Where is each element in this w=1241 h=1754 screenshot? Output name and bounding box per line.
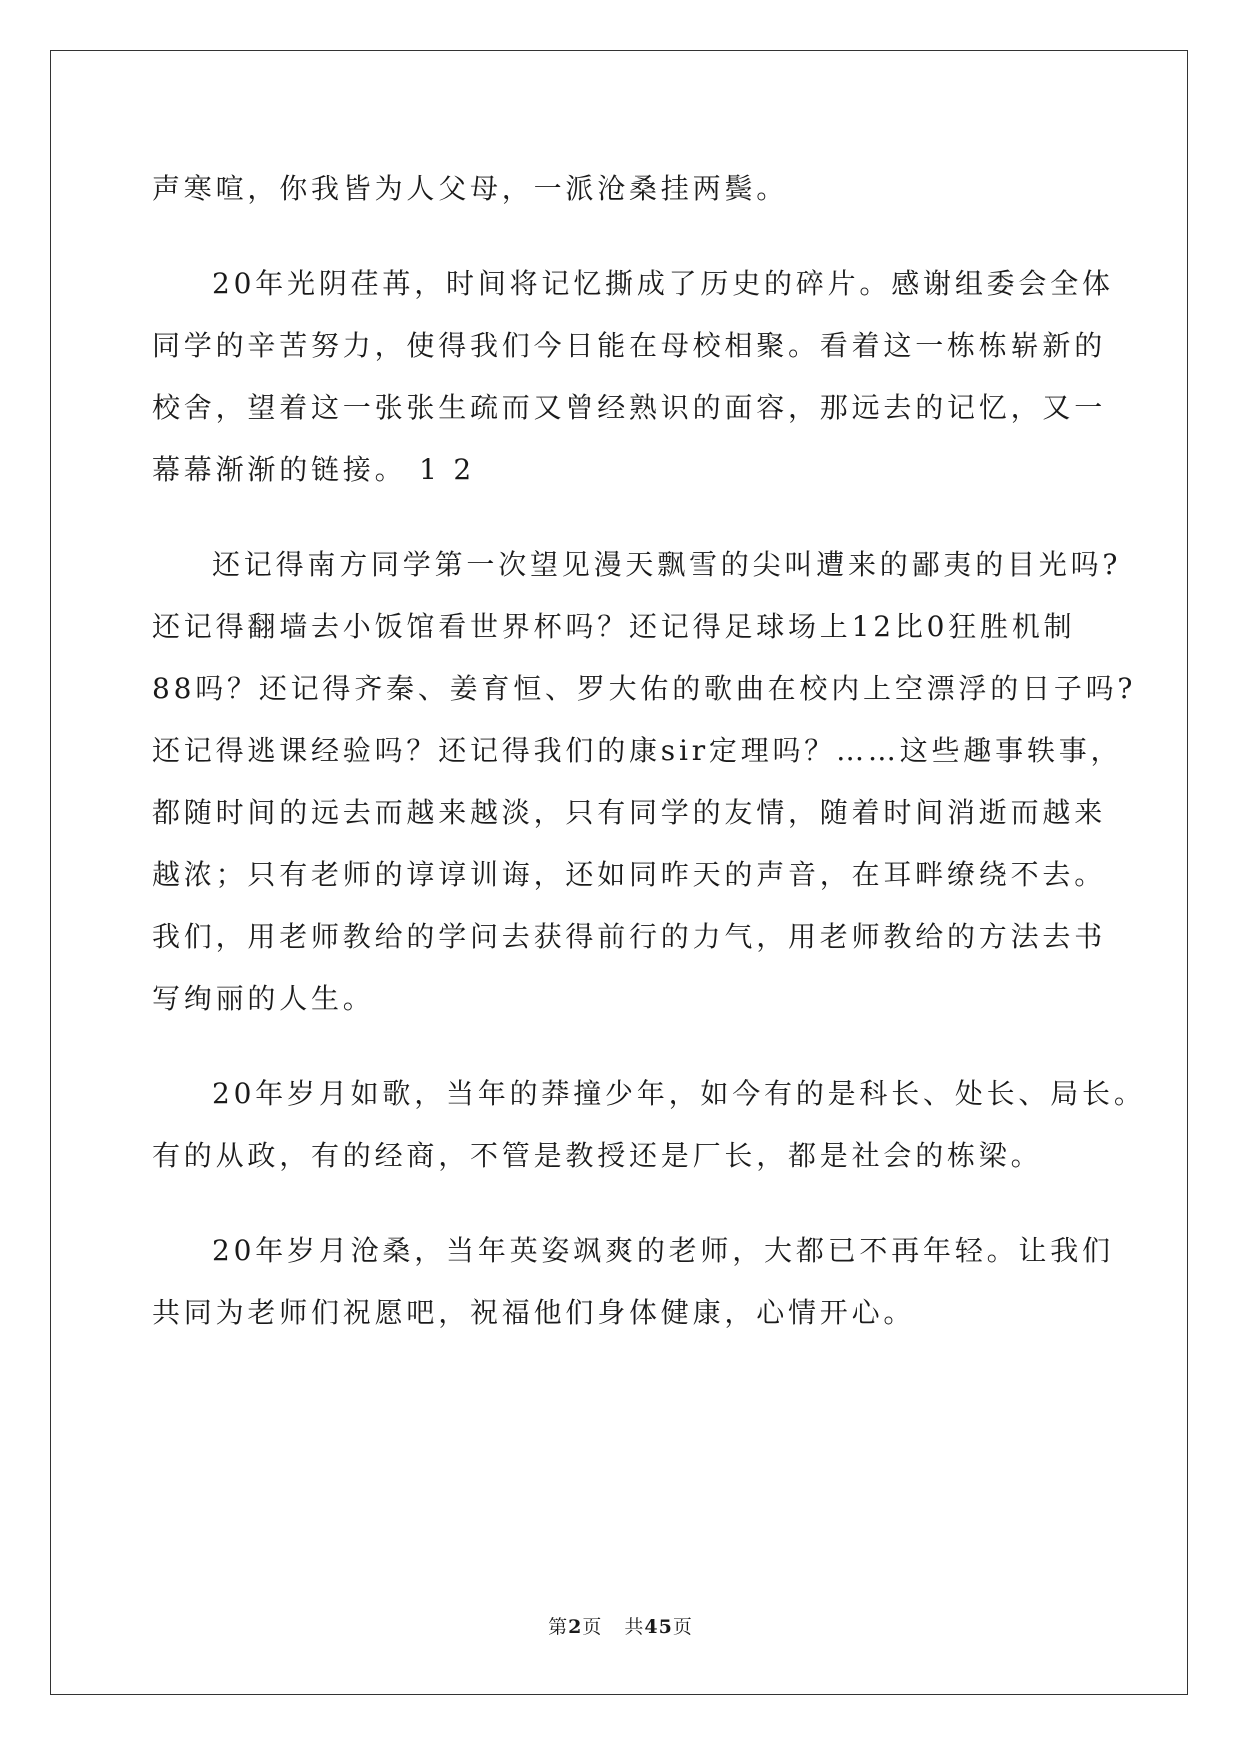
- paragraph-gap: [152, 1187, 1092, 1220]
- text-line: 写绚丽的人生。: [152, 982, 375, 1015]
- page-footer: [0, 1612, 1241, 1639]
- text-line: 共同为老师们祝愿吧，祝福他们身体健康，心情开心。: [152, 1296, 916, 1329]
- page-number: 2: [568, 1616, 583, 1638]
- paragraph-gap: [152, 501, 1092, 534]
- paragraph: [152, 1220, 1114, 1344]
- text-line: 同学的辛苦努力，使得我们今日能在母校相聚。看着这一栋栋崭新的: [152, 329, 1107, 362]
- text-line: 还记得翻墙去小饭馆看世界杯吗？还记得足球场上12比0狂胜机制: [152, 610, 1076, 643]
- paragraph-gap: [152, 1030, 1092, 1063]
- total-pages: 45: [644, 1616, 673, 1638]
- page-prefix: 第: [548, 1616, 569, 1638]
- text-line: 都随时间的远去而越来越淡，只有同学的友情，随着时间消逝而越来: [152, 796, 1107, 829]
- paragraph: [152, 534, 1137, 1030]
- text-line: 我们，用老师教给的学问去获得前行的力气，用老师教给的方法去书: [152, 920, 1107, 953]
- paragraph: [152, 253, 1114, 501]
- page-suffix: 页: [582, 1616, 603, 1638]
- text-line: 幕幕渐渐的链接。 1 2: [152, 453, 476, 486]
- text-line: 校舍，望着这一张张生疏而又曾经熟识的面容，那远去的记忆，又一: [152, 391, 1107, 424]
- text-line: 还记得南方同学第一次望见漫天飘雪的尖叫遭来的鄙夷的目光吗?: [212, 548, 1122, 581]
- total-prefix: 共: [624, 1616, 645, 1638]
- total-suffix: 页: [672, 1616, 693, 1638]
- paragraph-gap: [152, 220, 1092, 253]
- document-body: [152, 158, 1146, 1344]
- text-line: 声寒喧，你我皆为人父母，一派沧桑挂两鬓。: [152, 172, 789, 205]
- text-line: 20年岁月沧桑，当年英姿飒爽的老师，大都已不再年轻。让我们: [212, 1234, 1114, 1267]
- text-line: 20年岁月如歌，当年的莽撞少年，如今有的是科长、处长、局长。: [212, 1077, 1146, 1110]
- paragraph: [152, 158, 1092, 220]
- text-line: 20年光阴荏苒，时间将记忆撕成了历史的碎片。感谢组委会全体: [212, 267, 1114, 300]
- text-line: 有的从政，有的经商，不管是教授还是厂长，都是社会的栋梁。: [152, 1139, 1043, 1172]
- text-line: 越浓；只有老师的谆谆训诲，还如同昨天的声音，在耳畔缭绕不去。: [152, 858, 1107, 891]
- text-line: 还记得逃课经验吗？还记得我们的康sir定理吗？……这些趣事轶事，: [152, 734, 1123, 767]
- paragraph: [152, 1063, 1146, 1187]
- text-line: 88吗？还记得齐秦、姜育恒、罗大佑的歌曲在校内上空漂浮的日子吗?: [152, 672, 1137, 705]
